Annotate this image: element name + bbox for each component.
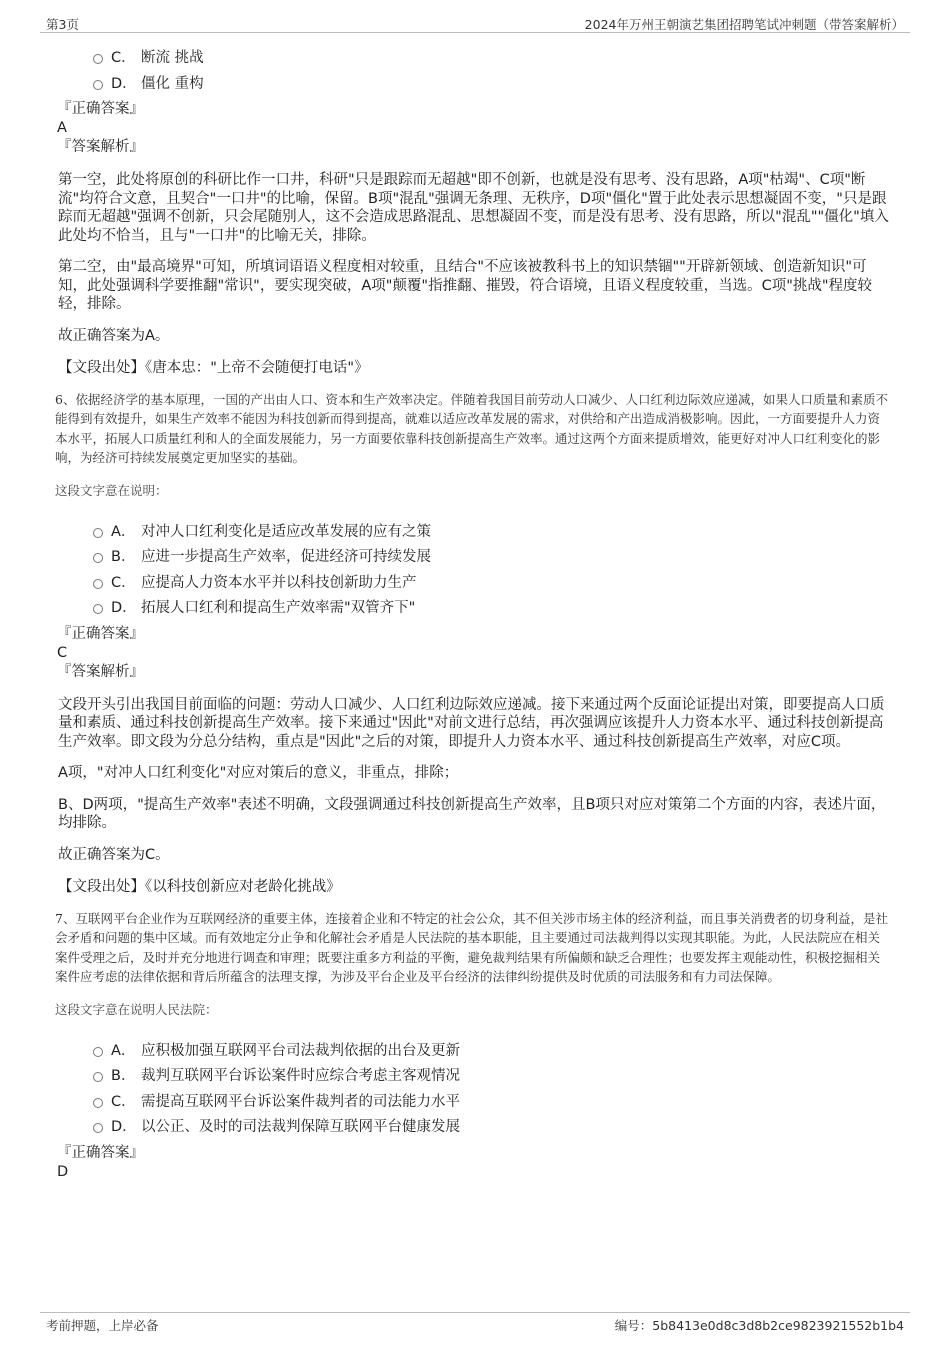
- radio-icon[interactable]: [93, 80, 103, 90]
- footer-slogan: 考前押题，上岸必备: [46, 1318, 159, 1333]
- q7-option-a[interactable]: A． 应积极加强互联网平台司法裁判依据的出台及更新: [93, 1037, 890, 1063]
- q5-analysis-label: 『答案解析』: [57, 139, 144, 155]
- q6-options: [93, 518, 890, 620]
- q6-option-c[interactable]: C． 应提高人力资本水平并以科技创新助力生产: [93, 569, 890, 595]
- radio-icon[interactable]: [93, 1123, 103, 1133]
- q6-option-a[interactable]: A． 对冲人口红利变化是适应改革发展的应有之策: [93, 518, 890, 544]
- radio-icon[interactable]: [93, 579, 103, 589]
- radio-icon[interactable]: [93, 528, 103, 538]
- q6-analysis-4: 故正确答案为C。: [58, 846, 170, 863]
- page-number: 第3页: [46, 17, 79, 32]
- q6-answer: C: [57, 644, 68, 661]
- page-footer: [40, 1312, 910, 1335]
- q5-source: 【文段出处】《唐本忠："上帝不会随便打电话"》: [58, 360, 369, 376]
- page-header: [40, 12, 910, 33]
- q5-options: [93, 44, 890, 95]
- q6-analysis-3: B、D两项，"提高生产效率"表述不明确，文段强调通过科技创新提高生产效率，且B项只对应对策第二个方面的内容，表述片面，均排除。: [58, 796, 886, 831]
- radio-icon[interactable]: [93, 1047, 103, 1057]
- q6-option-b[interactable]: B． 应进一步提高生产效率，促进经济可持续发展: [93, 543, 890, 569]
- q7-option-b[interactable]: B． 裁判互联网平台诉讼案件时应综合考虑主客观情况: [93, 1062, 890, 1088]
- radio-icon[interactable]: [93, 1098, 103, 1108]
- q7-option-d[interactable]: D． 以公正、及时的司法裁判保障互联网平台健康发展: [93, 1113, 890, 1139]
- q6-analysis-1: 文段开头引出我国目前面临的问题：劳动人口减少、人口红利边际效应递减。接下来通过两个反面论证提出对策，即要提高人口质量和素质、通过科技创新提高生产效率。接下来通过"因此"对前文进行总结，再次强调应该提升人力资本水平、通过科技创新提高生产效率。即文段为分总分结构，重点是"因此"之后的对策，即提升人力资本水平、通过科技创新提高生产效率，对应C项。: [58, 696, 885, 750]
- q5-analysis-3: 故正确答案为A。: [58, 327, 170, 344]
- q6-analysis-label: 『答案解析』: [57, 663, 144, 680]
- document-title: 2024年万州王朝演艺集团招聘笔试冲刺题（带答案解析）: [584, 17, 904, 32]
- q7-option-c[interactable]: C． 需提高互联网平台诉讼案件裁判者的司法能力水平: [93, 1088, 890, 1114]
- radio-icon[interactable]: [93, 54, 103, 64]
- q6-option-d[interactable]: D． 拓展人口红利和提高生产效率需"双管齐下": [93, 594, 890, 620]
- radio-icon[interactable]: [93, 553, 103, 563]
- q6-answer-label: 『正确答案』: [57, 625, 144, 642]
- q5-option-c[interactable]: C． 断流 挑战: [93, 44, 890, 70]
- q7-prompt: 这段文字意在说明人民法院：: [55, 1001, 218, 1017]
- q6-source: 【文段出处】《以科技创新应对老龄化挑战》: [58, 879, 341, 895]
- q7-answer: D: [57, 1163, 69, 1180]
- footer-serial: 编号：5b8413e0d8c3d8b2ce9823921552b1b4: [614, 1318, 904, 1333]
- q6-text: 6、依据经济学的基本原理，一国的产出由人口、资本和生产效率决定。伴随着我国目前劳动人口减少、人口红利边际效应递减，如果人口质量和素质不能得到有效提升，如果生产效率不能因为科技创新而得到提高，就难以适应改革发展的需求，对供给和产出造成消极影响。因此，一方面要提升人力资本水平，拓展人口质量红利和人的全面发展能力，另一方面要依靠科技创新提高生产效率。通过这两个方面来提质增效，能更好对冲人口红利变化的影响，为经济可持续发展奠定更加坚实的基础。: [55, 391, 888, 465]
- radio-icon[interactable]: [93, 1072, 103, 1082]
- q7-answer-label: 『正确答案』: [57, 1144, 144, 1161]
- q5-answer-label: 『正确答案』: [57, 101, 144, 117]
- q5-answer: A: [57, 120, 67, 136]
- q6-analysis-2: A项，"对冲人口红利变化"对应对策后的意义，非重点，排除；: [58, 765, 459, 781]
- radio-icon[interactable]: [93, 604, 103, 614]
- q7-options: [93, 1037, 890, 1139]
- q5-analysis-2: 第二空，由"最高境界"可知，所填词语语义程度相对较重，且结合"不应该被教科书上的知识禁锢""开辟新领域、创造新知识"可知，此处强调科学要推翻"常识"，要实现突破，A项"颠覆"指推翻、摧毁，符合语境，且语义程度较重，当选。C项"挑战"程度较轻，排除。: [58, 259, 873, 312]
- q6-prompt: 这段文字意在说明：: [55, 482, 168, 498]
- q5-analysis-1: 第一空，此处将原创的科研比作一口井，科研"只是跟踪而无超越"即不创新，也就是没有思考、没有思路，A项"枯竭"、C项"断流"均符合文意，且契合"一口井"的比喻，保留。B项"混乱"强调无条理、无秩序，D项"僵化"置于此处表示思想凝固不变，"只是跟踪而无超越"强调不创新，只会尾随别人，这不会造成思路混乱、思想凝固不变，而是没有思考、没有思路，所以"混乱""僵化"填入此处均不恰当，且与"一口井"的比喻无关，排除。: [58, 172, 889, 244]
- document-body: [55, 44, 890, 1182]
- q7-text: 7、互联网平台企业作为互联网经济的重要主体，连接着企业和不特定的社会公众，其不但关涉市场主体的经济利益，而且事关消费者的切身利益，是社会矛盾和问题的集中区域。而有效地定分止争和化解社会矛盾是人民法院的基本职能，且主要通过司法裁判得以实现其职能。为此，人民法院应在相关案件受理之后，及时并充分地进行调查和审理；既要注重多方利益的平衡，避免裁判结果有所偏颇和缺乏合理性；也要发挥主观能动性，积极挖掘相关案件应考虑的法律依据和背后所蕴含的法理支撑，为涉及平台企业及平台经济的法律纠纷提供及时优质的司法服务和有力司法保障。: [55, 910, 888, 984]
- q5-option-d[interactable]: D． 僵化 重构: [93, 70, 890, 96]
